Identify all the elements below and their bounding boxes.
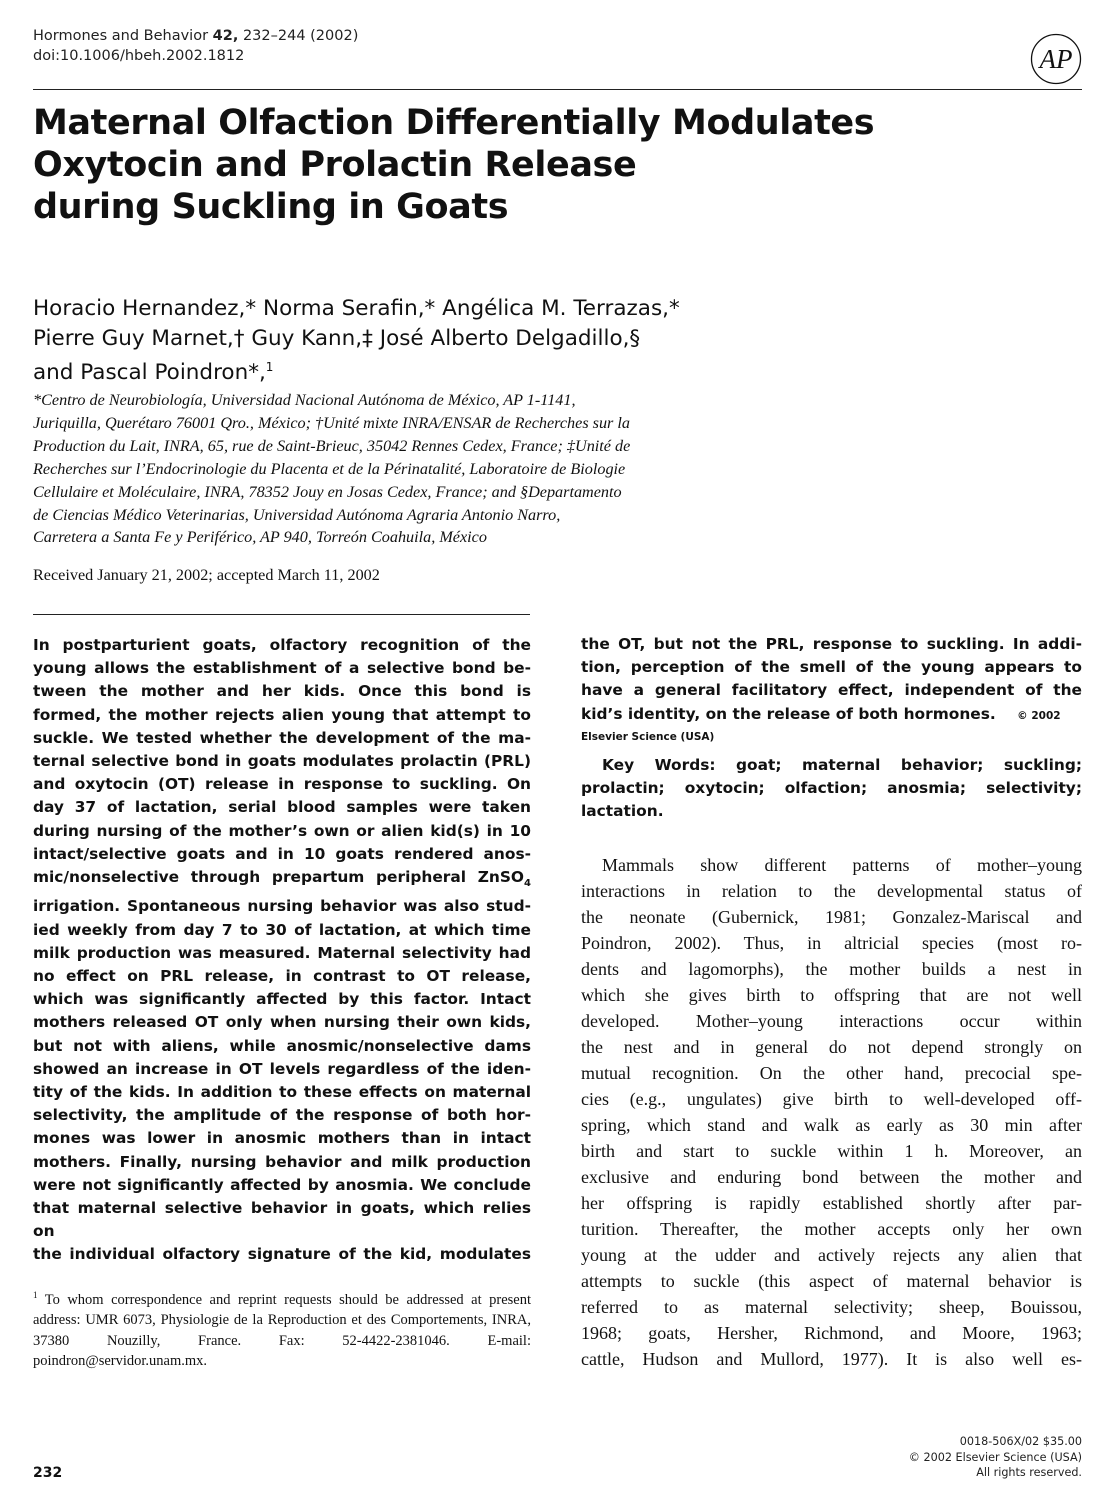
publisher-logo [1030,33,1082,85]
body-line: spring, which stand and walk as early as 30 min after [581,1115,1082,1135]
copyright-line: © 2002 Elsevier Science (USA) [908,1450,1082,1464]
journal-name: Hormones and Behavior [33,28,209,44]
affiliations [33,389,793,549]
abstract-line: irrigation. Spontaneous nursing behavior was also stud- [33,897,531,916]
body-line: referred to as maternal selectivity; sheep, Bouissou, [581,1297,1082,1317]
abstract-rule [33,614,530,615]
copyright-notice [800,1434,1082,1481]
footnote [33,1285,531,1372]
received-dates: Received January 21, 2002; accepted March 11, 2002 [33,566,380,584]
header-rule [33,89,1082,90]
abstract-line: mothers released OT only when nursing their own kids, [33,1013,531,1032]
publisher-logo-text: AP [1039,44,1073,74]
affiliation-line: Juriquilla, Querétaro 76001 Qro., México; †Unité mixte INRA/ENSAR de Recherches sur la [33,413,630,432]
body-line: turition. Thereafter, the mother accepts only her own [581,1219,1082,1239]
body-line: attempts to suckle (this aspect of maternal behavior is [581,1271,1082,1291]
abstract-line: during nursing of the mother’s own or alien kid(s) in 10 [33,821,531,840]
abstract-line: the individual olfactory signature of the kid, modulates [33,1245,531,1264]
abstract-line: that maternal selective behavior in goats, which relies on [33,1198,531,1241]
body-line: Poindron, 2002). Thus, in altricial species (most ro- [581,933,1082,953]
author-list [33,294,793,388]
affiliation-line: Recherches sur l’Endocrinologie du Placenta et de la Périnatalité, Laboratoire de Biologie [33,459,626,478]
body-line: interactions in relation to the developmental status of [581,881,1082,901]
affiliation-line: Production du Lait, INRA, 65, rue de Saint-Brieuc, 35042 Rennes Cedex, France; ‡Unité de [33,436,631,455]
abstract-line: no effect on PRL release, in contrast to OT release, [33,966,531,985]
body-line: which she gives birth to offspring that are not well [581,985,1082,1005]
footnote-text: To whom correspondence and reprint requests should be addressed at present address: UMR 6073, Physiologie de la Reproduction et des Comportements, INRA, 37380 Nouzilly, France. Fax: 52-4422-2381046. E-mail: poindron@servidor.unam.mx. [33,1291,531,1370]
abstract-line: and oxytocin (OT) release in response to suckling. On [33,775,531,794]
abstract-line: young allows the establishment of a selective bond be- [33,659,531,678]
body-line: 1968; goats, Hersher, Richmond, and Moore, 1963; [581,1323,1082,1343]
body-line: exclusive and enduring bond between the mother and [581,1167,1082,1187]
abstract-line: have a general facilitatory effect, independent of the [581,681,1082,700]
affiliation-line: de Ciencias Médico Veterinarias, Universidad Autónoma Agraria Antonio Narro, [33,505,561,524]
title-line: Maternal Olfaction Differentially Modulates [33,103,875,143]
abstract-line-text: kid’s identity, on the release of both hormones. [581,704,996,723]
subscript-4: 4 [524,878,531,890]
body-line: her offspring is rapidly established shortly after par- [581,1193,1082,1213]
body-line: birth and start to suckle within 1 h. Moreover, an [581,1141,1082,1161]
affiliation-line: Cellulaire et Moléculaire, INRA, 78352 Jouy en Josas Cedex, France; and §Departamento [33,482,622,501]
affiliation-line: Carretera a Santa Fe y Periférico, AP 940, Torreón Coahuila, México [33,528,487,547]
abstract-line [33,866,531,895]
abstract-line: suckle. We tested whether the development of the ma- [33,728,531,747]
journal-volume: 42, [212,28,239,44]
abstract-line: were not significantly affected by anosmia. We conclude [33,1175,531,1194]
abstract-line: formed, the mother rejects alien young that attempt to [33,705,531,724]
body-line: Mammals show different patterns of mother–young [602,855,1082,875]
abstract-line: In postparturient goats, olfactory recognition of the [33,636,531,654]
title-line: during Suckling in Goats [33,187,509,227]
journal-pages-year: 232–244 (2002) [242,28,359,44]
body-line: mutual recognition. On the other hand, precocial spe- [581,1063,1082,1083]
page-number: 232 [33,1465,63,1481]
copyright-line: 0018-506X/02 $35.00 [959,1435,1082,1448]
abstract-line: tity of the kids. In addition to these effects on maternal [33,1082,531,1101]
author-line: Pierre Guy Marnet,† Guy Kann,‡ José Alberto Delgadillo,§ [33,325,641,351]
abstract-line: intact/selective goats and in 10 goats rendered anos- [33,844,531,863]
keywords: Key Words: goat; maternal behavior; suckling; prolactin; oxytocin; olfaction; anosmia; selectivity; lactation. [581,756,1082,821]
author-line: and Pascal Poindron*, [33,360,266,386]
copyright-line: All rights reserved. [976,1466,1082,1479]
abstract-left-column [33,634,531,1267]
footnote-mark: 1 [33,1290,38,1300]
author-line: Horacio Hernandez,* Norma Serafin,* Angélica M. Terrazas,* [33,296,680,321]
abstract-line: but not with aliens, while anosmic/nonselective dams [33,1036,531,1055]
abstract-line: which was significantly affected by this factor. Intact [33,990,531,1009]
doi: doi:10.1006/hbeh.2002.1812 [33,48,245,64]
body-line: cattle, Hudson and Mullord, 1977). It is also well es- [581,1349,1082,1369]
author-footnote-mark: 1 [265,360,274,374]
body-line: developed. Mother–young interactions occur within [581,1011,1082,1031]
abstract-line: mones was lower in anosmic mothers than in intact [33,1129,531,1148]
abstract-line: ternal selective bond in goats modulates prolactin (PRL) [33,752,531,771]
abstract-line: day 37 of lactation, serial blood samples were taken [33,798,531,817]
abstract-line: milk production was measured. Maternal selectivity had [33,943,531,962]
abstract-right-column [581,633,1082,746]
title-line: Oxytocin and Prolactin Release [33,145,637,185]
abstract-line [581,703,1082,728]
body-line: the neonate (Gubernick, 1981; Gonzalez-Mariscal and [581,907,1082,927]
affiliation-line: *Centro de Neurobiología, Universidad Nacional Autónoma de México, AP 1-1141, [33,391,576,409]
abstract-line: ied weekly from day 7 to 30 of lactation, at which time [33,920,531,939]
abstract-line: mothers. Finally, nursing behavior and milk production [33,1152,531,1171]
abstract-line: the OT, but not the PRL, response to suckling. In addi- [581,635,1082,653]
journal-citation [33,28,358,44]
body-line: the nest and in general do not depend strongly on [581,1037,1082,1057]
abstract-line-text: mic/nonselective through prepartum peripheral ZnSO [33,868,525,887]
abstract-line: showed an increase in OT levels regardless of the iden- [33,1059,531,1078]
article-title [33,102,933,228]
body-line: cies (e.g., ungulates) give birth to well-developed off- [581,1089,1082,1109]
body-line: young at the udder and actively rejects any alien that [581,1245,1082,1265]
abstract-copyright-publisher: Elsevier Science (USA) [581,730,715,743]
abstract-line: selectivity, the amplitude of the response of both hor- [33,1106,531,1125]
body-text-column [581,852,1082,1372]
body-line: dents and lagomorphs), the mother builds a nest in [581,959,1082,979]
abstract-line: tween the mother and her kids. Once this bond is [33,682,531,701]
abstract-line: tion, perception of the smell of the young appears to [581,658,1082,677]
abstract-copyright: © 2002 [1017,709,1061,722]
